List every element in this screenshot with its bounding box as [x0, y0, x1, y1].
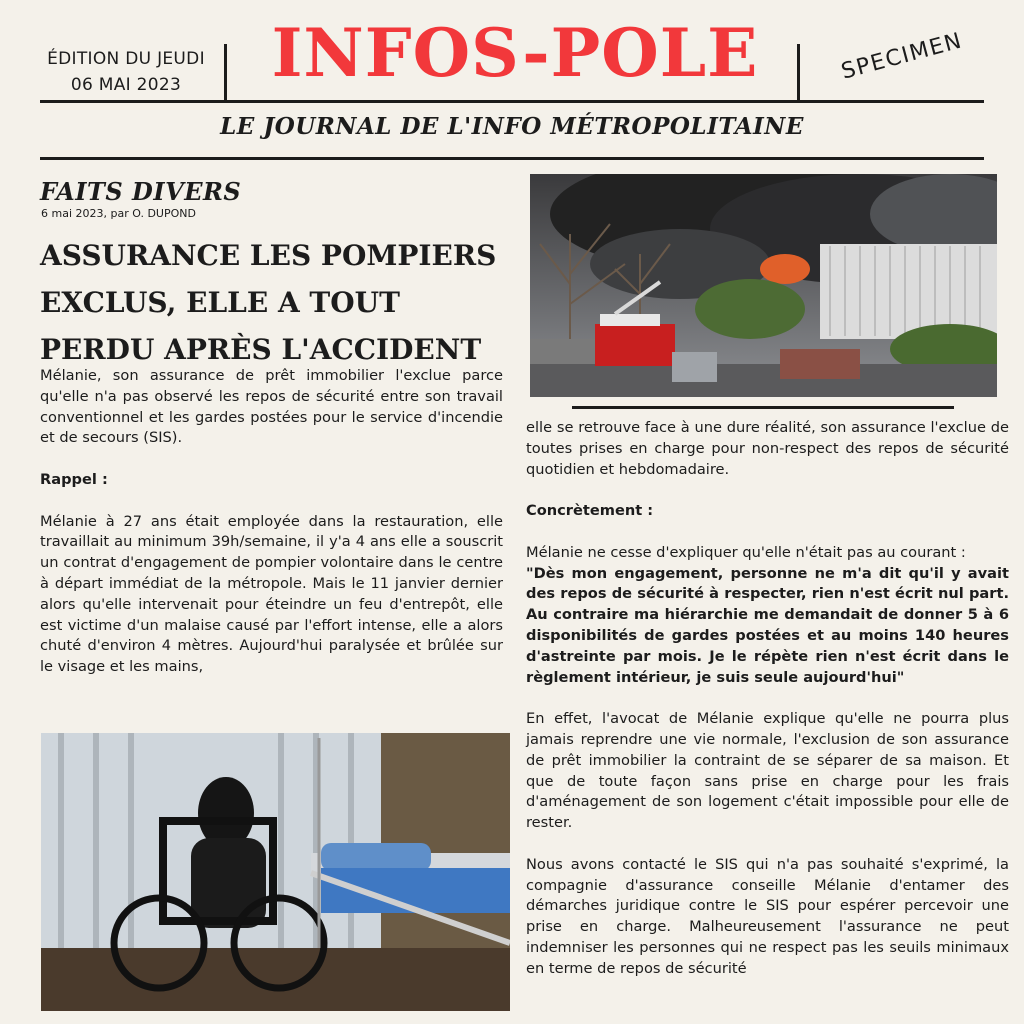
paragraph-lawyer: En effet, l'avocat de Mélanie explique qu'elle ne pourra plus jamais reprendre une vie normale, l'exclusion de son assurance de prêt immobilier la contraint de se séparer de sa maison. Et que de toute façon sans prise en charge pour les frais d'aménagement de son logement c'était impossible pour elle de rester. — [526, 710, 1009, 832]
wheelchair-photo — [41, 733, 510, 1011]
paragraph-sis: Nous avons contacté le SIS qui n'a pas souhaité s'exprimé, la compagnie d'assurance conseille Mélanie d'entamer des démarches juridique contre le SIS pour espérer percevoir une prise en charge. Malheureusement l'assurance ne peut indemniser les personnes qui ne respect pas les seuils minimaux en terme de repos de sécurité — [526, 855, 1009, 977]
rule-bottom — [40, 157, 984, 160]
photo-rule — [572, 406, 954, 409]
quote-intro: Mélanie ne cesse d'expliquer qu'elle n'était pas au courant : — [526, 543, 966, 561]
byline: 6 mai 2023, par O. DUPOND — [41, 207, 196, 220]
concretement-label: Concrètement : — [526, 502, 654, 520]
fire-photo — [530, 174, 997, 397]
newspaper-subtitle: LE JOURNAL DE L'INFO MÉTROPOLITAINE — [220, 113, 804, 140]
article-intro: Mélanie, son assurance de prêt immobilier l'exclue parce qu'elle n'a pas observé les repos de sécurité entre son travail conventionnel et les gardes postées pour le service d'incendie et de secours (SIS). — [40, 367, 503, 447]
quote-text: "Dès mon engagement, personne ne m'a dit qu'il y avait des repos de sécurité à respecter, rien n'est écrit nul part. Au contraire ma hiérarchie me demandait de donner 5 à 6 disponibilités de gardes postées et au moins 140 heures d'astreinte par mois. Je le répète rien n'est écrit dans le règlement intérieur, je suis seule aujourd'hui" — [526, 564, 1009, 686]
article-headline: ASSURANCE LES POMPIERS EXCLUS, ELLE A TOUT PERDU APRÈS L'ACCIDENT — [40, 239, 497, 366]
continuation-text: elle se retrouve face à une dure réalité, son assurance l'exclue de toutes prises en charge pour non-respect des repos de sécurité quotidien et hebdomadaire. — [526, 419, 1009, 478]
rule-top — [40, 100, 984, 103]
article-column-left — [40, 366, 503, 699]
section-label: FAITS DIVERS — [40, 177, 242, 206]
rappel-text: Mélanie à 27 ans était employée dans la restauration, elle travaillait au minimum 39h/semaine, il y'a 4 ans elle a souscrit un contrat d'engagement de pompier volontaire dans le centre à départ immédiat de la métropole. Mais le 11 janvier dernier alors qu'elle intervenait pour éteindre un feu d'entrepôt, elle est victime d'un malaise causé par l'effort intense, elle a alors chuté d'environ 4 mètres. Aujourd'hui paralysée et brûlée sur le visage et les mains, — [40, 512, 503, 676]
divider-right — [797, 44, 800, 100]
edition-date-value: 06 MAI 2023 — [70, 75, 182, 95]
specimen-stamp: SPECIMEN — [838, 28, 966, 85]
newspaper-title: INFOS-POLE — [271, 14, 759, 92]
divider-left — [224, 44, 227, 100]
rappel-label: Rappel : — [40, 470, 108, 488]
article-column-right — [526, 418, 1009, 1000]
edition-date — [40, 46, 212, 98]
edition-day: ÉDITION DU JEUDI — [47, 49, 205, 69]
